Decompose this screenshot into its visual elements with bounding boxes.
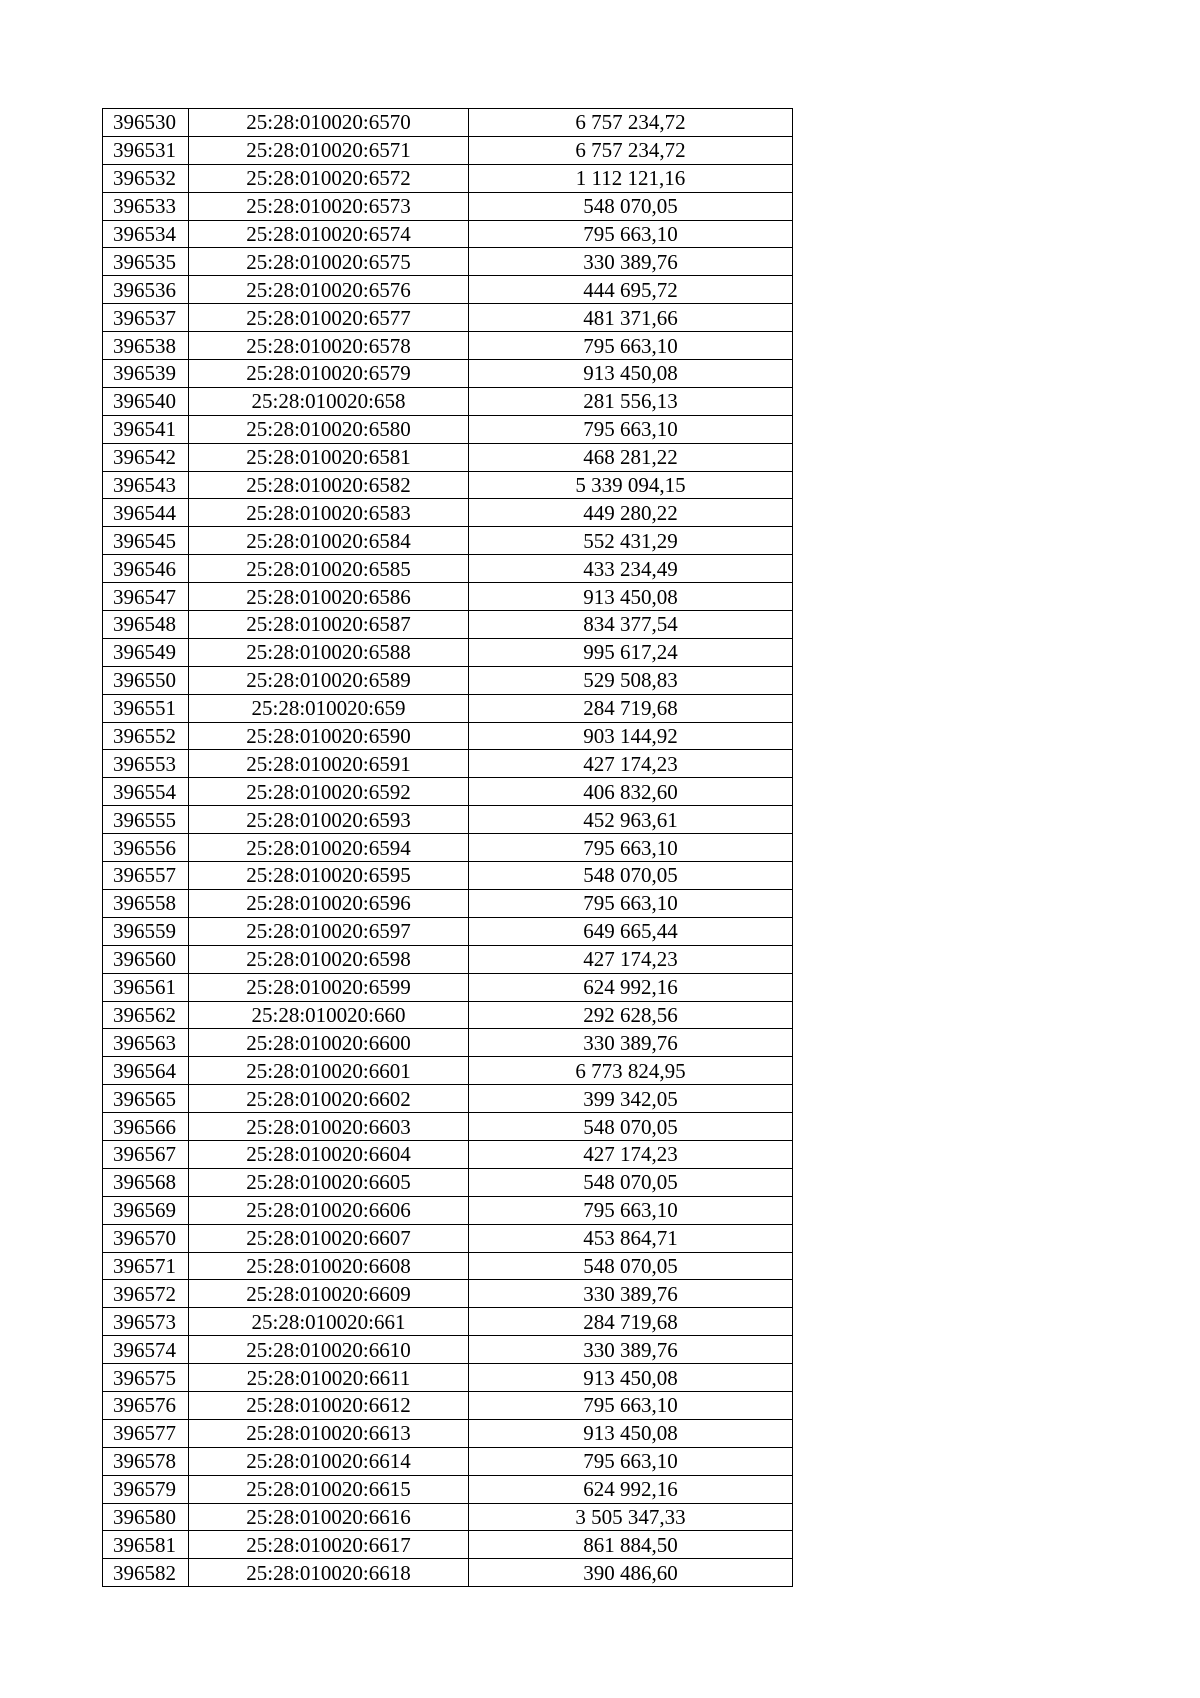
- table-row: [103, 415, 793, 443]
- row-number-cell: 396555: [103, 806, 189, 834]
- cadastral-number-cell: 25:28:010020:6610: [189, 1336, 469, 1364]
- table-row: [103, 1475, 793, 1503]
- row-number-cell: 396533: [103, 192, 189, 220]
- cadastral-number-cell: 25:28:010020:6587: [189, 611, 469, 639]
- table-row: [103, 555, 793, 583]
- cadastral-number-cell: 25:28:010020:6612: [189, 1391, 469, 1419]
- cadastral-value-cell: 795 663,10: [469, 889, 793, 917]
- cadastral-number-cell: 25:28:010020:661: [189, 1308, 469, 1336]
- row-number-cell: 396569: [103, 1196, 189, 1224]
- cadastral-value-cell: 795 663,10: [469, 220, 793, 248]
- table-row: [103, 276, 793, 304]
- table-row: [103, 332, 793, 360]
- row-number-cell: 396556: [103, 834, 189, 862]
- cadastral-number-cell: 25:28:010020:6617: [189, 1531, 469, 1559]
- cadastral-number-cell: 25:28:010020:6602: [189, 1085, 469, 1113]
- cadastral-number-cell: 25:28:010020:6615: [189, 1475, 469, 1503]
- table-row: [103, 248, 793, 276]
- row-number-cell: 396582: [103, 1559, 189, 1587]
- cadastral-number-cell: 25:28:010020:6618: [189, 1559, 469, 1587]
- cadastral-value-cell: 529 508,83: [469, 666, 793, 694]
- cadastral-value-cell: 795 663,10: [469, 415, 793, 443]
- cadastral-value-cell: 834 377,54: [469, 611, 793, 639]
- cadastral-value-cell: 624 992,16: [469, 973, 793, 1001]
- cadastral-number-cell: 25:28:010020:6572: [189, 164, 469, 192]
- cadastral-value-cell: 453 864,71: [469, 1224, 793, 1252]
- row-number-cell: 396538: [103, 332, 189, 360]
- cadastral-number-cell: 25:28:010020:6585: [189, 555, 469, 583]
- row-number-cell: 396568: [103, 1168, 189, 1196]
- table-row: [103, 1559, 793, 1587]
- row-number-cell: 396542: [103, 443, 189, 471]
- row-number-cell: 396536: [103, 276, 189, 304]
- table-row: [103, 1001, 793, 1029]
- cadastral-number-cell: 25:28:010020:6592: [189, 778, 469, 806]
- cadastral-value-cell: 6 757 234,72: [469, 136, 793, 164]
- cadastral-value-cell: 795 663,10: [469, 1447, 793, 1475]
- table-row: [103, 471, 793, 499]
- row-number-cell: 396574: [103, 1336, 189, 1364]
- cadastral-value-cell: 552 431,29: [469, 527, 793, 555]
- table-row: [103, 304, 793, 332]
- cadastral-number-cell: 25:28:010020:6582: [189, 471, 469, 499]
- cadastral-number-cell: 25:28:010020:6591: [189, 750, 469, 778]
- cadastral-value-cell: 548 070,05: [469, 192, 793, 220]
- table-row: [103, 1447, 793, 1475]
- cadastral-number-cell: 25:28:010020:6613: [189, 1419, 469, 1447]
- table-row: [103, 387, 793, 415]
- cadastral-number-cell: 25:28:010020:6601: [189, 1057, 469, 1085]
- cadastral-number-cell: 25:28:010020:6611: [189, 1364, 469, 1392]
- row-number-cell: 396572: [103, 1280, 189, 1308]
- cadastral-value-cell: 390 486,60: [469, 1559, 793, 1587]
- table-row: [103, 443, 793, 471]
- table-row: [103, 1168, 793, 1196]
- table-body: [103, 109, 793, 1587]
- table-row: [103, 1503, 793, 1531]
- cadastral-value-cell: 795 663,10: [469, 1196, 793, 1224]
- cadastral-number-cell: 25:28:010020:6594: [189, 834, 469, 862]
- cadastral-number-cell: 25:28:010020:6598: [189, 945, 469, 973]
- table-row: [103, 1057, 793, 1085]
- cadastral-value-cell: 795 663,10: [469, 1391, 793, 1419]
- cadastral-number-cell: 25:28:010020:6589: [189, 666, 469, 694]
- row-number-cell: 396548: [103, 611, 189, 639]
- table-row: [103, 834, 793, 862]
- row-number-cell: 396575: [103, 1364, 189, 1392]
- table-row: [103, 1140, 793, 1168]
- cadastral-value-cell: 468 281,22: [469, 443, 793, 471]
- row-number-cell: 396531: [103, 136, 189, 164]
- table-row: [103, 192, 793, 220]
- table-row: [103, 722, 793, 750]
- cadastral-number-cell: 25:28:010020:6609: [189, 1280, 469, 1308]
- cadastral-number-cell: 25:28:010020:6590: [189, 722, 469, 750]
- cadastral-number-cell: 25:28:010020:6576: [189, 276, 469, 304]
- row-number-cell: 396560: [103, 945, 189, 973]
- row-number-cell: 396580: [103, 1503, 189, 1531]
- row-number-cell: 396535: [103, 248, 189, 276]
- table-row: [103, 1364, 793, 1392]
- table-row: [103, 806, 793, 834]
- row-number-cell: 396537: [103, 304, 189, 332]
- table-row: [103, 1224, 793, 1252]
- cadastral-number-cell: 25:28:010020:6608: [189, 1252, 469, 1280]
- row-number-cell: 396571: [103, 1252, 189, 1280]
- cadastral-number-cell: 25:28:010020:6579: [189, 360, 469, 388]
- table-row: [103, 1308, 793, 1336]
- row-number-cell: 396576: [103, 1391, 189, 1419]
- cadastral-number-cell: 25:28:010020:659: [189, 694, 469, 722]
- cadastral-value-cell: 795 663,10: [469, 332, 793, 360]
- table-row: [103, 136, 793, 164]
- row-number-cell: 396552: [103, 722, 189, 750]
- cadastral-value-table: [102, 108, 793, 1587]
- row-number-cell: 396570: [103, 1224, 189, 1252]
- cadastral-value-cell: 427 174,23: [469, 750, 793, 778]
- cadastral-number-cell: 25:28:010020:6581: [189, 443, 469, 471]
- table-row: [103, 694, 793, 722]
- cadastral-value-cell: 913 450,08: [469, 360, 793, 388]
- table-row: [103, 611, 793, 639]
- table-row: [103, 778, 793, 806]
- table-row: [103, 1391, 793, 1419]
- table-row: [103, 1280, 793, 1308]
- table-row: [103, 109, 793, 137]
- cadastral-value-cell: 292 628,56: [469, 1001, 793, 1029]
- cadastral-value-cell: 284 719,68: [469, 1308, 793, 1336]
- cadastral-number-cell: 25:28:010020:6575: [189, 248, 469, 276]
- cadastral-value-cell: 330 389,76: [469, 1029, 793, 1057]
- table-row: [103, 750, 793, 778]
- cadastral-value-cell: 861 884,50: [469, 1531, 793, 1559]
- cadastral-value-cell: 548 070,05: [469, 1168, 793, 1196]
- cadastral-number-cell: 25:28:010020:660: [189, 1001, 469, 1029]
- cadastral-value-cell: 903 144,92: [469, 722, 793, 750]
- row-number-cell: 396558: [103, 889, 189, 917]
- table-row: [103, 1113, 793, 1141]
- cadastral-value-cell: 6 773 824,95: [469, 1057, 793, 1085]
- row-number-cell: 396577: [103, 1419, 189, 1447]
- cadastral-number-cell: 25:28:010020:6604: [189, 1140, 469, 1168]
- row-number-cell: 396540: [103, 387, 189, 415]
- table-row: [103, 527, 793, 555]
- cadastral-value-cell: 449 280,22: [469, 499, 793, 527]
- cadastral-value-cell: 330 389,76: [469, 1336, 793, 1364]
- row-number-cell: 396546: [103, 555, 189, 583]
- cadastral-number-cell: 25:28:010020:6571: [189, 136, 469, 164]
- cadastral-value-cell: 548 070,05: [469, 1113, 793, 1141]
- cadastral-number-cell: 25:28:010020:6583: [189, 499, 469, 527]
- row-number-cell: 396554: [103, 778, 189, 806]
- table-row: [103, 1252, 793, 1280]
- cadastral-number-cell: 25:28:010020:6593: [189, 806, 469, 834]
- cadastral-number-cell: 25:28:010020:6595: [189, 862, 469, 890]
- cadastral-value-cell: 330 389,76: [469, 248, 793, 276]
- row-number-cell: 396553: [103, 750, 189, 778]
- row-number-cell: 396567: [103, 1140, 189, 1168]
- cadastral-value-cell: 995 617,24: [469, 638, 793, 666]
- cadastral-number-cell: 25:28:010020:6577: [189, 304, 469, 332]
- row-number-cell: 396547: [103, 583, 189, 611]
- cadastral-value-cell: 548 070,05: [469, 1252, 793, 1280]
- cadastral-value-cell: 548 070,05: [469, 862, 793, 890]
- cadastral-value-cell: 444 695,72: [469, 276, 793, 304]
- cadastral-number-cell: 25:28:010020:6574: [189, 220, 469, 248]
- cadastral-number-cell: 25:28:010020:6614: [189, 1447, 469, 1475]
- table-row: [103, 862, 793, 890]
- table-row: [103, 1029, 793, 1057]
- table-row: [103, 666, 793, 694]
- cadastral-value-cell: 913 450,08: [469, 583, 793, 611]
- row-number-cell: 396545: [103, 527, 189, 555]
- table-row: [103, 1085, 793, 1113]
- row-number-cell: 396551: [103, 694, 189, 722]
- cadastral-number-cell: 25:28:010020:658: [189, 387, 469, 415]
- row-number-cell: 396539: [103, 360, 189, 388]
- row-number-cell: 396549: [103, 638, 189, 666]
- cadastral-value-cell: 624 992,16: [469, 1475, 793, 1503]
- row-number-cell: 396532: [103, 164, 189, 192]
- cadastral-number-cell: 25:28:010020:6605: [189, 1168, 469, 1196]
- table-row: [103, 1336, 793, 1364]
- cadastral-value-cell: 330 389,76: [469, 1280, 793, 1308]
- cadastral-value-cell: 913 450,08: [469, 1419, 793, 1447]
- row-number-cell: 396566: [103, 1113, 189, 1141]
- cadastral-value-cell: 427 174,23: [469, 1140, 793, 1168]
- cadastral-value-cell: 399 342,05: [469, 1085, 793, 1113]
- table-row: [103, 889, 793, 917]
- cadastral-number-cell: 25:28:010020:6584: [189, 527, 469, 555]
- row-number-cell: 396541: [103, 415, 189, 443]
- table-row: [103, 499, 793, 527]
- row-number-cell: 396563: [103, 1029, 189, 1057]
- cadastral-number-cell: 25:28:010020:6597: [189, 917, 469, 945]
- cadastral-number-cell: 25:28:010020:6586: [189, 583, 469, 611]
- cadastral-number-cell: 25:28:010020:6600: [189, 1029, 469, 1057]
- cadastral-value-cell: 481 371,66: [469, 304, 793, 332]
- row-number-cell: 396565: [103, 1085, 189, 1113]
- table-row: [103, 973, 793, 1001]
- table-row: [103, 164, 793, 192]
- row-number-cell: 396561: [103, 973, 189, 1001]
- cadastral-number-cell: 25:28:010020:6607: [189, 1224, 469, 1252]
- cadastral-number-cell: 25:28:010020:6603: [189, 1113, 469, 1141]
- row-number-cell: 396534: [103, 220, 189, 248]
- table-row: [103, 638, 793, 666]
- table-row: [103, 583, 793, 611]
- cadastral-number-cell: 25:28:010020:6606: [189, 1196, 469, 1224]
- cadastral-number-cell: 25:28:010020:6573: [189, 192, 469, 220]
- table-row: [103, 1196, 793, 1224]
- cadastral-value-cell: 795 663,10: [469, 834, 793, 862]
- row-number-cell: 396559: [103, 917, 189, 945]
- row-number-cell: 396543: [103, 471, 189, 499]
- row-number-cell: 396581: [103, 1531, 189, 1559]
- cadastral-value-cell: 452 963,61: [469, 806, 793, 834]
- cadastral-number-cell: 25:28:010020:6599: [189, 973, 469, 1001]
- row-number-cell: 396557: [103, 862, 189, 890]
- row-number-cell: 396562: [103, 1001, 189, 1029]
- cadastral-value-cell: 5 339 094,15: [469, 471, 793, 499]
- cadastral-value-cell: 913 450,08: [469, 1364, 793, 1392]
- cadastral-value-cell: 281 556,13: [469, 387, 793, 415]
- table-row: [103, 1419, 793, 1447]
- cadastral-number-cell: 25:28:010020:6588: [189, 638, 469, 666]
- cadastral-number-cell: 25:28:010020:6578: [189, 332, 469, 360]
- cadastral-value-cell: 427 174,23: [469, 945, 793, 973]
- table-row: [103, 1531, 793, 1559]
- cadastral-value-cell: 1 112 121,16: [469, 164, 793, 192]
- table-row: [103, 945, 793, 973]
- cadastral-value-cell: 284 719,68: [469, 694, 793, 722]
- row-number-cell: 396530: [103, 109, 189, 137]
- cadastral-value-cell: 406 832,60: [469, 778, 793, 806]
- row-number-cell: 396550: [103, 666, 189, 694]
- row-number-cell: 396544: [103, 499, 189, 527]
- cadastral-number-cell: 25:28:010020:6616: [189, 1503, 469, 1531]
- row-number-cell: 396579: [103, 1475, 189, 1503]
- table-row: [103, 360, 793, 388]
- row-number-cell: 396564: [103, 1057, 189, 1085]
- table-row: [103, 220, 793, 248]
- row-number-cell: 396573: [103, 1308, 189, 1336]
- cadastral-value-cell: 649 665,44: [469, 917, 793, 945]
- cadastral-number-cell: 25:28:010020:6596: [189, 889, 469, 917]
- cadastral-value-cell: 6 757 234,72: [469, 109, 793, 137]
- table-row: [103, 917, 793, 945]
- cadastral-number-cell: 25:28:010020:6580: [189, 415, 469, 443]
- cadastral-value-cell: 433 234,49: [469, 555, 793, 583]
- cadastral-value-cell: 3 505 347,33: [469, 1503, 793, 1531]
- row-number-cell: 396578: [103, 1447, 189, 1475]
- cadastral-number-cell: 25:28:010020:6570: [189, 109, 469, 137]
